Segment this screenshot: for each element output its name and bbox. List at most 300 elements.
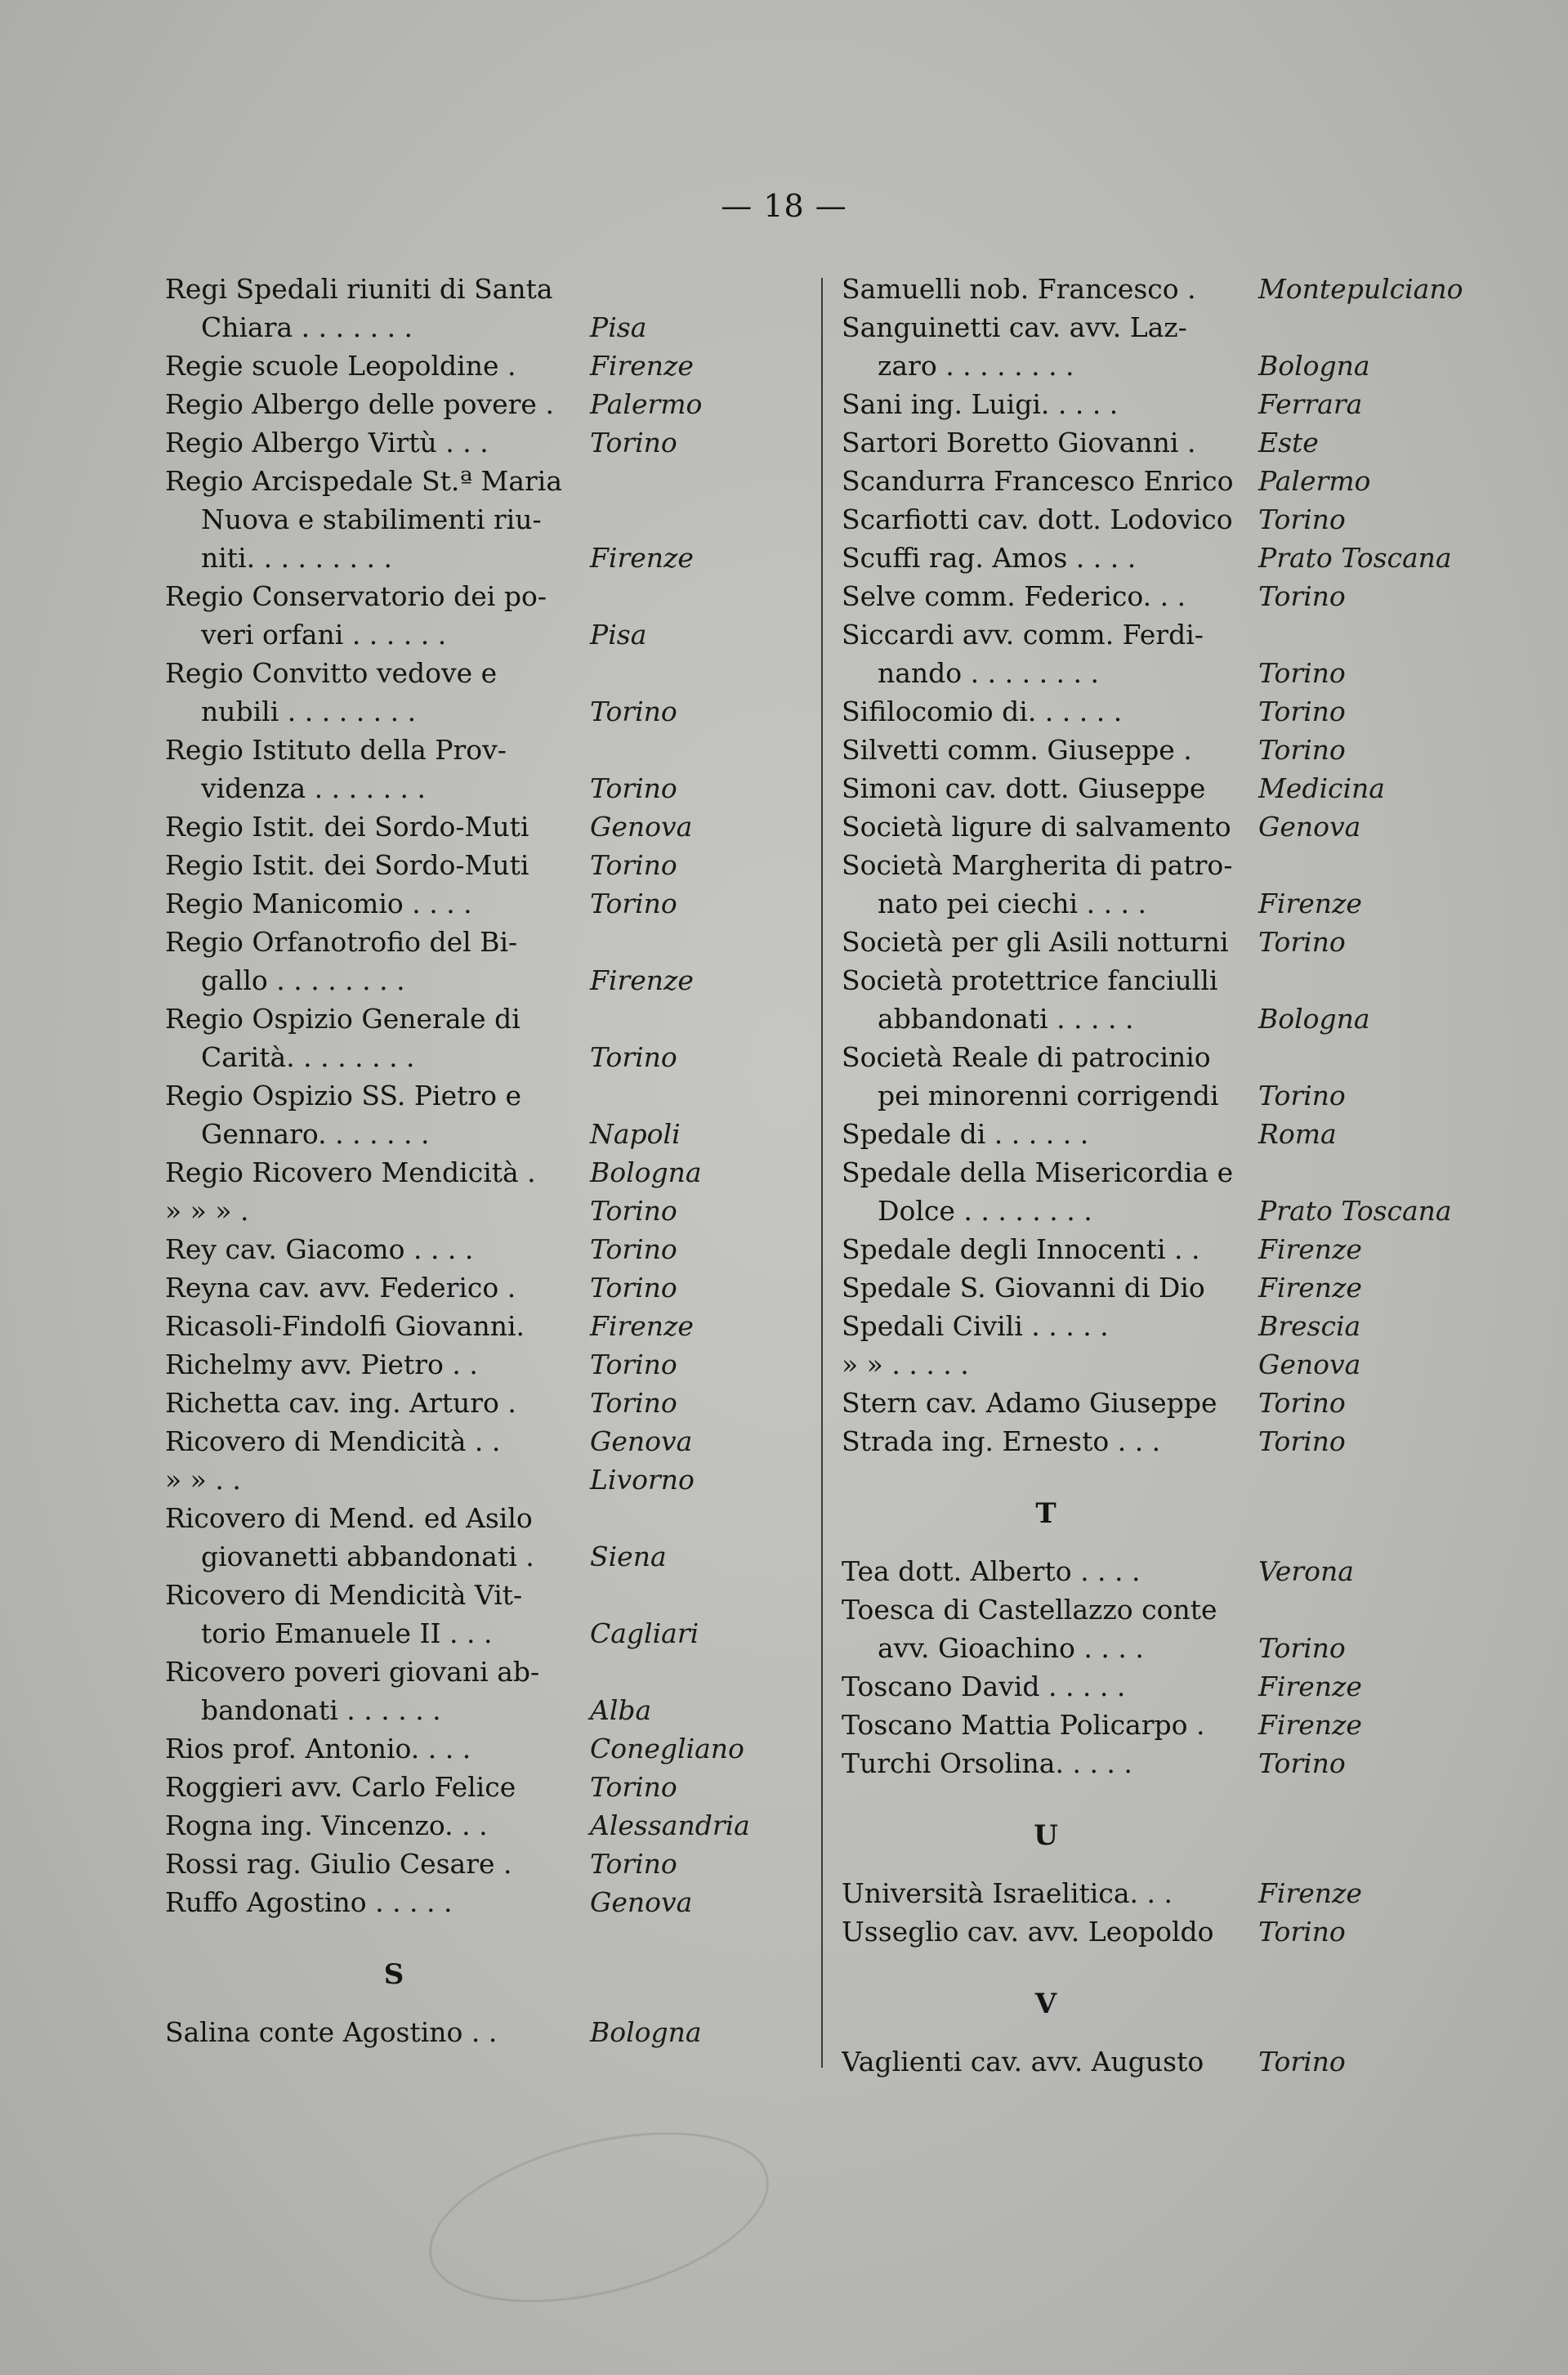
entry-line xyxy=(842,1307,1487,1345)
entry-name: Sifilocomio di. . . . . . xyxy=(842,696,1123,727)
entry-name: Regio Istit. dei Sordo-Muti xyxy=(165,811,529,843)
entry-name: veri orfani . . . . . . xyxy=(201,619,447,651)
entry-continuation-line xyxy=(165,1537,786,1576)
entry-name: nato pei ciechi . . . . xyxy=(878,888,1147,919)
entry-continuation-line xyxy=(165,1691,786,1729)
entry-name: Richelmy avv. Pietro . . xyxy=(165,1349,478,1380)
directory-entry xyxy=(165,1076,786,1153)
entry-line xyxy=(165,1307,786,1345)
directory-entry xyxy=(842,385,1487,423)
entry-name: Stern cav. Adamo Giuseppe xyxy=(842,1387,1217,1419)
directory-entry xyxy=(842,961,1487,1038)
entry-line xyxy=(165,1268,786,1307)
entry-place: Firenze xyxy=(590,350,694,382)
entry-line xyxy=(842,1268,1487,1307)
directory-entry xyxy=(842,1552,1487,1590)
entry-line xyxy=(165,846,786,884)
entry-place: Cagliari xyxy=(590,1617,699,1649)
entry-name: Regio Albergo delle povere . xyxy=(165,388,554,420)
directory-entry xyxy=(165,846,786,884)
entry-name: Simoni cav. dott. Giuseppe xyxy=(842,772,1206,804)
entry-name: Nuova e stabilimenti riu- xyxy=(201,503,542,535)
entry-line xyxy=(165,1806,786,1845)
entry-line xyxy=(842,1667,1487,1706)
directory-entry xyxy=(842,1038,1487,1115)
entry-place: Torino xyxy=(1258,1387,1346,1419)
directory-entry xyxy=(842,769,1487,807)
entry-continuation-line xyxy=(842,1000,1487,1038)
entry-line xyxy=(842,1038,1487,1076)
entry-place: Torino xyxy=(590,1233,677,1265)
entry-line xyxy=(165,1768,786,1806)
directory-entry xyxy=(842,1384,1487,1422)
entry-line xyxy=(842,500,1487,539)
entry-name: Regio Conservatorio dei po- xyxy=(165,580,547,612)
directory-entry xyxy=(842,1874,1487,1912)
entry-place: Genova xyxy=(590,1425,693,1457)
entry-place: Torino xyxy=(1258,657,1346,689)
entry-name: torio Emanuele II . . . xyxy=(201,1617,493,1649)
entry-line xyxy=(165,1076,786,1115)
entry-name: Sani ing. Luigi. . . . . xyxy=(842,388,1119,420)
entry-name: Regio Arcispedale St.ª Maria xyxy=(165,465,563,497)
section-spacer xyxy=(842,1951,1487,1966)
entry-place: Medicina xyxy=(1258,772,1385,804)
entry-line xyxy=(165,1422,786,1460)
entry-line xyxy=(842,692,1487,731)
directory-entry xyxy=(842,1744,1487,1782)
directory-entry xyxy=(165,385,786,423)
entry-line xyxy=(165,462,786,500)
entry-line xyxy=(842,615,1487,654)
entry-name: Ruffo Agostino . . . . . xyxy=(165,1886,453,1918)
entry-line xyxy=(842,1874,1487,1912)
entry-name: Dolce . . . . . . . . xyxy=(878,1195,1092,1227)
entry-place: Firenze xyxy=(590,1310,694,1342)
entry-line xyxy=(842,731,1487,769)
entry-name: Reyna cav. avv. Federico . xyxy=(165,1272,516,1304)
entry-line xyxy=(165,654,786,692)
entry-place: Torino xyxy=(1258,734,1346,766)
directory-entry xyxy=(165,731,786,807)
entry-name: Salina conte Agostino . . xyxy=(165,2016,498,2048)
entry-line xyxy=(165,347,786,385)
entry-line xyxy=(842,961,1487,1000)
entry-place: Siena xyxy=(590,1541,667,1572)
entry-line xyxy=(165,1499,786,1537)
entry-place: Firenze xyxy=(1258,1233,1362,1265)
entry-place: Roma xyxy=(1258,1118,1337,1150)
entry-line xyxy=(842,1230,1487,1268)
entry-place: Prato Toscana xyxy=(1258,542,1452,574)
entry-line xyxy=(165,577,786,615)
directory-entry xyxy=(165,1576,786,1653)
entry-name: Carità. . . . . . . . xyxy=(201,1041,415,1073)
entry-line xyxy=(842,1744,1487,1782)
entry-place: Torino xyxy=(1258,2046,1346,2078)
directory-entry xyxy=(165,577,786,654)
directory-entry xyxy=(165,347,786,385)
entry-place: Torino xyxy=(590,1349,677,1380)
entry-name: Gennaro. . . . . . . xyxy=(201,1118,430,1150)
entry-place: Torino xyxy=(1258,580,1346,612)
entry-place: Torino xyxy=(1258,696,1346,727)
entry-place: Torino xyxy=(1258,1632,1346,1664)
entry-name: giovanetti abbandonati . xyxy=(201,1541,534,1572)
entry-place: Bologna xyxy=(590,1156,702,1188)
entry-place: Firenze xyxy=(590,964,694,996)
entry-name: Regi Spedali riuniti di Santa xyxy=(165,273,553,305)
entry-line xyxy=(842,1912,1487,1951)
entry-continuation-line xyxy=(165,539,786,577)
entry-place: Torino xyxy=(590,1195,677,1227)
entry-line xyxy=(842,1384,1487,1422)
entry-name: Turchi Orsolina. . . . . xyxy=(842,1747,1132,1779)
entry-name: Ricovero poveri giovani ab- xyxy=(165,1656,540,1688)
entry-place: Torino xyxy=(590,1771,677,1803)
entry-name: Spedale di . . . . . . xyxy=(842,1118,1089,1150)
entry-line xyxy=(165,2013,786,2051)
directory-entry xyxy=(842,807,1487,846)
entry-name: bandonati . . . . . . xyxy=(201,1694,441,1726)
faded-library-stamp xyxy=(412,2101,786,2333)
entry-name: Ricovero di Mendicità . . xyxy=(165,1425,501,1457)
right-column xyxy=(842,270,1487,2081)
entry-line xyxy=(165,1460,786,1499)
entry-name: Società per gli Asili notturni xyxy=(842,926,1229,958)
entry-name: Sanguinetti cav. avv. Laz- xyxy=(842,311,1187,343)
directory-entry xyxy=(842,308,1487,385)
entry-place: Torino xyxy=(590,1041,677,1073)
entry-name: Rogna ing. Vincenzo. . . xyxy=(165,1809,488,1841)
entry-continuation-line xyxy=(165,692,786,731)
entry-name: Regio Manicomio . . . . xyxy=(165,888,472,919)
entry-place: Genova xyxy=(590,1886,693,1918)
entry-name: zaro . . . . . . . . xyxy=(878,350,1074,382)
entry-place: Torino xyxy=(590,1848,677,1880)
entry-name: » » . . xyxy=(165,1464,241,1496)
entry-place: Alba xyxy=(590,1694,652,1726)
directory-entry xyxy=(842,923,1487,961)
entry-place: Torino xyxy=(590,772,677,804)
entry-continuation-line xyxy=(165,615,786,654)
entry-name: Ricovero di Mend. ed Asilo xyxy=(165,1502,533,1534)
entry-name: Toscano Mattia Policarpo . xyxy=(842,1709,1205,1741)
entry-place: Firenze xyxy=(1258,1709,1362,1741)
directory-entry xyxy=(842,1268,1487,1307)
entry-name: Toscano David . . . . . xyxy=(842,1671,1126,1702)
entry-place: Torino xyxy=(590,888,677,919)
entry-name: gallo . . . . . . . . xyxy=(201,964,405,996)
entry-line xyxy=(842,308,1487,347)
entry-name: Regie scuole Leopoldine . xyxy=(165,350,516,382)
entry-name: Scuffi rag. Amos . . . . xyxy=(842,542,1137,574)
entry-name: Samuelli nob. Francesco . xyxy=(842,273,1196,305)
directory-entry xyxy=(842,1706,1487,1744)
directory-entry xyxy=(165,654,786,731)
entry-place: Firenze xyxy=(590,542,694,574)
entry-line xyxy=(165,1384,786,1422)
directory-entry xyxy=(165,1729,786,1768)
entry-place: Torino xyxy=(590,696,677,727)
entry-place: Prato Toscana xyxy=(1258,1195,1452,1227)
directory-entry xyxy=(842,1912,1487,1951)
entry-place: Palermo xyxy=(590,388,703,420)
directory-entry xyxy=(165,1230,786,1268)
directory-entry xyxy=(165,1883,786,1921)
entry-name: niti. . . . . . . . . xyxy=(201,542,392,574)
entry-name: Regio Ricovero Mendicità . xyxy=(165,1156,536,1188)
entry-line xyxy=(165,385,786,423)
entry-line xyxy=(165,1230,786,1268)
entry-name: Siccardi avv. comm. Ferdi- xyxy=(842,619,1204,651)
directory-entry xyxy=(165,1268,786,1307)
entry-name: Roggieri avv. Carlo Felice xyxy=(165,1771,516,1803)
entry-place: Torino xyxy=(1258,1747,1346,1779)
entry-continuation-line xyxy=(165,1614,786,1653)
entry-line xyxy=(165,270,786,308)
entry-line xyxy=(165,807,786,846)
entry-place: Firenze xyxy=(1258,1671,1362,1702)
entry-line xyxy=(165,1845,786,1883)
entry-name: Chiara . . . . . . . xyxy=(201,311,413,343)
entry-name: » » . . . . . xyxy=(842,1349,969,1380)
entry-name: Scarfiotti cav. dott. Lodovico xyxy=(842,503,1233,535)
directory-entry xyxy=(165,462,786,577)
entry-line xyxy=(165,1000,786,1038)
directory-entry xyxy=(165,1153,786,1192)
directory-entry xyxy=(842,577,1487,615)
entry-continuation-line xyxy=(842,347,1487,385)
directory-entry xyxy=(842,270,1487,308)
directory-entry xyxy=(165,1499,786,1576)
directory-entry xyxy=(842,1345,1487,1384)
entry-name: » » » . xyxy=(165,1195,249,1227)
entry-line xyxy=(842,1706,1487,1744)
section-letter: V xyxy=(1034,1988,1057,2020)
entry-place: Firenze xyxy=(1258,888,1362,919)
directory-entry xyxy=(842,2042,1487,2081)
entry-name: Selve comm. Federico. . . xyxy=(842,580,1186,612)
directory-entry xyxy=(842,1115,1487,1153)
entry-place: Brescia xyxy=(1258,1310,1361,1342)
entry-line xyxy=(165,1153,786,1192)
section-letter: U xyxy=(1034,1819,1058,1852)
entry-place: Torino xyxy=(590,427,677,458)
directory-entry xyxy=(165,1460,786,1499)
entry-name: Usseglio cav. avv. Leopoldo xyxy=(842,1916,1214,1948)
entry-place: Verona xyxy=(1258,1555,1354,1587)
directory-entry xyxy=(842,1590,1487,1667)
directory-entry xyxy=(165,2013,786,2051)
entry-line xyxy=(842,539,1487,577)
entry-line xyxy=(842,1115,1487,1153)
entry-name: videnza . . . . . . . xyxy=(201,772,427,804)
entry-line xyxy=(842,1422,1487,1460)
column-divider xyxy=(821,278,823,2068)
directory-entry xyxy=(165,923,786,1000)
left-column xyxy=(165,270,786,2051)
entry-name: Rey cav. Giacomo . . . . xyxy=(165,1233,474,1265)
entry-name: abbandonati . . . . . xyxy=(878,1003,1134,1035)
entry-place: Livorno xyxy=(590,1464,695,1496)
entry-continuation-line xyxy=(165,769,786,807)
section-spacer xyxy=(165,1921,786,1936)
entry-place: Este xyxy=(1258,427,1319,458)
directory-entry xyxy=(842,539,1487,577)
entry-name: Vaglienti cav. avv. Augusto xyxy=(842,2046,1204,2078)
directory-entry xyxy=(165,1768,786,1806)
entry-name: Società ligure di salvamento xyxy=(842,811,1231,843)
entry-line xyxy=(165,423,786,462)
directory-entry xyxy=(842,1422,1487,1460)
directory-entry xyxy=(165,1192,786,1230)
entry-name: Università Israelitica. . . xyxy=(842,1877,1173,1909)
directory-entry xyxy=(165,1422,786,1460)
directory-entry xyxy=(842,1153,1487,1230)
entry-name: Spedale S. Giovanni di Dio xyxy=(842,1272,1205,1304)
entry-name: Società Reale di patrocinio xyxy=(842,1041,1211,1073)
entry-name: Regio Orfanotrofio del Bi- xyxy=(165,926,518,958)
directory-entry xyxy=(842,731,1487,769)
entry-place: Torino xyxy=(1258,1916,1346,1948)
entry-place: Montepulciano xyxy=(1258,273,1463,305)
directory-entry xyxy=(842,615,1487,692)
entry-name: Richetta cav. ing. Arturo . xyxy=(165,1387,516,1419)
entry-name: Regio Convitto vedove e xyxy=(165,657,498,689)
directory-entry xyxy=(842,462,1487,500)
directory-entry xyxy=(842,423,1487,462)
directory-entry xyxy=(842,692,1487,731)
entry-place: Torino xyxy=(590,1387,677,1419)
directory-entry xyxy=(165,1345,786,1384)
entry-name: Toesca di Castellazzo conte xyxy=(842,1594,1217,1626)
entry-line xyxy=(842,769,1487,807)
entry-place: Torino xyxy=(1258,1080,1346,1111)
entry-place: Pisa xyxy=(590,311,647,343)
entry-continuation-line xyxy=(165,961,786,1000)
entry-line xyxy=(842,2042,1487,2081)
entry-line xyxy=(842,1590,1487,1629)
entry-line xyxy=(842,923,1487,961)
entry-name: Spedali Civili . . . . . xyxy=(842,1310,1109,1342)
section-letter: S xyxy=(383,1958,404,1991)
entry-place: Ferrara xyxy=(1258,388,1363,420)
entry-name: Ricasoli-Findolfi Giovanni. xyxy=(165,1310,525,1342)
entry-place: Torino xyxy=(1258,503,1346,535)
section-letter: T xyxy=(1035,1497,1057,1530)
entry-line xyxy=(165,731,786,769)
directory-entry xyxy=(165,884,786,923)
directory-entry xyxy=(842,1307,1487,1345)
entry-name: Rios prof. Antonio. . . . xyxy=(165,1733,471,1764)
entry-line xyxy=(842,270,1487,308)
page-number: — 18 — xyxy=(721,188,847,224)
entry-place: Bologna xyxy=(590,2016,702,2048)
entry-line xyxy=(842,1345,1487,1384)
directory-entry xyxy=(165,423,786,462)
entry-name: Rossi rag. Giulio Cesare . xyxy=(165,1848,512,1880)
entry-name: Regio Istit. dei Sordo-Muti xyxy=(165,849,529,881)
entry-line xyxy=(165,1345,786,1384)
entry-name: Spedale della Misericordia e xyxy=(842,1156,1234,1188)
entry-name: Ricovero di Mendicità Vit- xyxy=(165,1579,523,1611)
entry-place: Torino xyxy=(590,1272,677,1304)
entry-place: Bologna xyxy=(1258,350,1370,382)
entry-line xyxy=(842,1153,1487,1192)
entry-continuation-line xyxy=(842,1076,1487,1115)
entry-line xyxy=(842,846,1487,884)
entry-continuation-line xyxy=(165,1115,786,1153)
entry-place: Palermo xyxy=(1258,465,1371,497)
entry-name: nubili . . . . . . . . xyxy=(201,696,417,727)
entry-place: Alessandria xyxy=(590,1809,750,1841)
entry-name: Società Margherita di patro- xyxy=(842,849,1233,881)
entry-place: Torino xyxy=(590,849,677,881)
entry-name: Regio Ospizio Generale di xyxy=(165,1003,520,1035)
entry-name: Sartori Boretto Giovanni . xyxy=(842,427,1196,458)
section-spacer xyxy=(842,1460,1487,1475)
entry-place: Pisa xyxy=(590,619,647,651)
entry-place: Firenze xyxy=(1258,1272,1362,1304)
entry-continuation-line xyxy=(165,500,786,539)
entry-place: Genova xyxy=(1258,811,1361,843)
entry-line xyxy=(165,1653,786,1691)
entry-name: Tea dott. Alberto . . . . xyxy=(842,1555,1141,1587)
entry-name: Spedale degli Innocenti . . xyxy=(842,1233,1200,1265)
entry-line xyxy=(165,1576,786,1614)
directory-entry xyxy=(165,1806,786,1845)
entry-continuation-line xyxy=(842,1192,1487,1230)
entry-place: Genova xyxy=(1258,1349,1361,1380)
directory-entry xyxy=(842,500,1487,539)
entry-line xyxy=(842,1552,1487,1590)
entry-line xyxy=(165,1729,786,1768)
entry-line xyxy=(165,1192,786,1230)
entry-name: Regio Ospizio SS. Pietro e xyxy=(165,1080,522,1111)
entry-name: Società protettrice fanciulli xyxy=(842,964,1218,996)
directory-entry xyxy=(165,807,786,846)
entry-name: Silvetti comm. Giuseppe . xyxy=(842,734,1192,766)
entry-place: Conegliano xyxy=(590,1733,744,1764)
entry-line xyxy=(165,1883,786,1921)
entry-line xyxy=(842,385,1487,423)
directory-entry xyxy=(842,1667,1487,1706)
entry-name: Scandurra Francesco Enrico xyxy=(842,465,1234,497)
directory-entry xyxy=(165,1307,786,1345)
entry-continuation-line xyxy=(842,654,1487,692)
directory-entry xyxy=(165,1845,786,1883)
entry-name: nando . . . . . . . . xyxy=(878,657,1100,689)
section-spacer xyxy=(842,1782,1487,1797)
entry-line xyxy=(842,423,1487,462)
entry-line xyxy=(842,807,1487,846)
entry-place: Torino xyxy=(1258,1425,1346,1457)
entry-continuation-line xyxy=(842,884,1487,923)
entry-place: Napoli xyxy=(590,1118,681,1150)
entry-line xyxy=(165,923,786,961)
entry-name: Strada ing. Ernesto . . . xyxy=(842,1425,1161,1457)
directory-entry xyxy=(165,1384,786,1422)
directory-entry xyxy=(842,846,1487,923)
entry-place: Bologna xyxy=(1258,1003,1370,1035)
entry-continuation-line xyxy=(165,1038,786,1076)
entry-line xyxy=(842,577,1487,615)
entry-name: pei minorenni corrigendi xyxy=(878,1080,1219,1111)
entry-name: avv. Gioachino . . . . xyxy=(878,1632,1144,1664)
entry-name: Regio Albergo Virtù . . . xyxy=(165,427,489,458)
entry-name: Regio Istituto della Prov- xyxy=(165,734,507,766)
